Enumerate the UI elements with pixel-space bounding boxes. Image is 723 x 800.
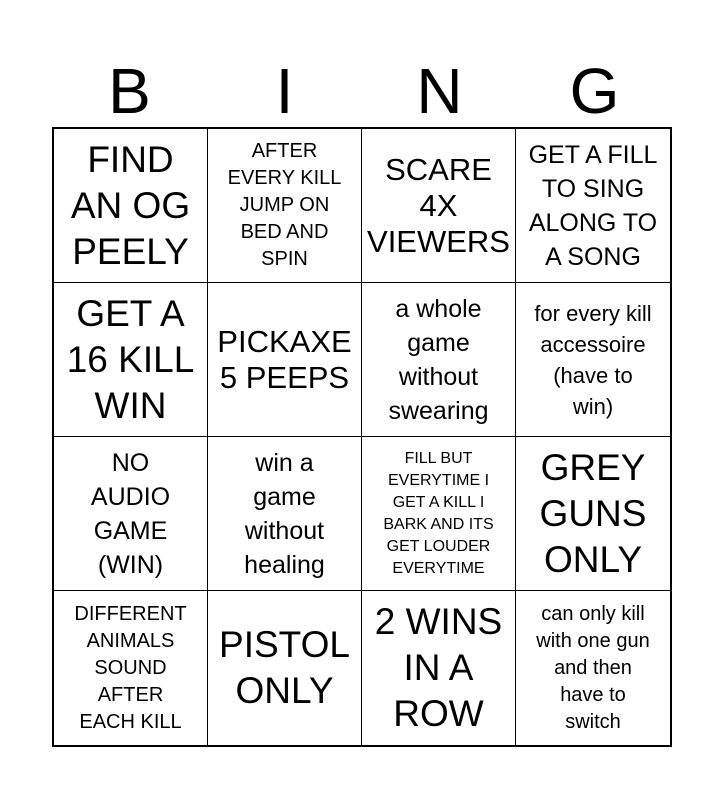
title-letter-n: N: [416, 55, 463, 127]
bingo-cell[interactable]: FIND AN OG PEELY: [54, 129, 208, 283]
bingo-cell[interactable]: PISTOL ONLY: [208, 591, 362, 745]
bingo-cell[interactable]: for every kill accessoire (have to win): [516, 283, 670, 437]
bingo-cell[interactable]: a whole game without swearing: [362, 283, 516, 437]
bingo-cell[interactable]: SCARE 4X VIEWERS: [362, 129, 516, 283]
title-letter-g: G: [569, 55, 620, 127]
bingo-cell[interactable]: can only kill with one gun and then have to switch: [536, 602, 650, 733]
bingo-cell[interactable]: 2 WINS IN A ROW: [362, 591, 516, 745]
bingo-cell[interactable]: GET A 16 KILL WIN: [54, 283, 208, 437]
bingo-board: [52, 127, 672, 747]
bingo-cell[interactable]: NO AUDIO GAME (WIN): [54, 437, 208, 591]
bingo-cell[interactable]: PICKAXE 5 PEEPS: [208, 283, 362, 437]
bingo-title: [52, 55, 672, 127]
title-letter-b: B: [108, 55, 151, 127]
bingo-cell[interactable]: win a game without healing: [208, 437, 362, 591]
title-letter-i: I: [275, 55, 294, 127]
bingo-cell[interactable]: AFTER EVERY KILL JUMP ON BED AND SPIN: [208, 129, 362, 283]
bingo-cell[interactable]: GET A FILL TO SING ALONG TO A SONG: [516, 129, 670, 283]
bingo-cell[interactable]: FILL BUT EVERYTIME I GET A KILL I BARK AND ITS GET LOUDER EVERYTIME: [362, 437, 516, 591]
bingo-cell[interactable]: GREY GUNS ONLY: [516, 437, 670, 591]
bingo-cell[interactable]: DIFFERENT ANIMALS SOUND AFTER EACH KILL: [54, 591, 208, 745]
